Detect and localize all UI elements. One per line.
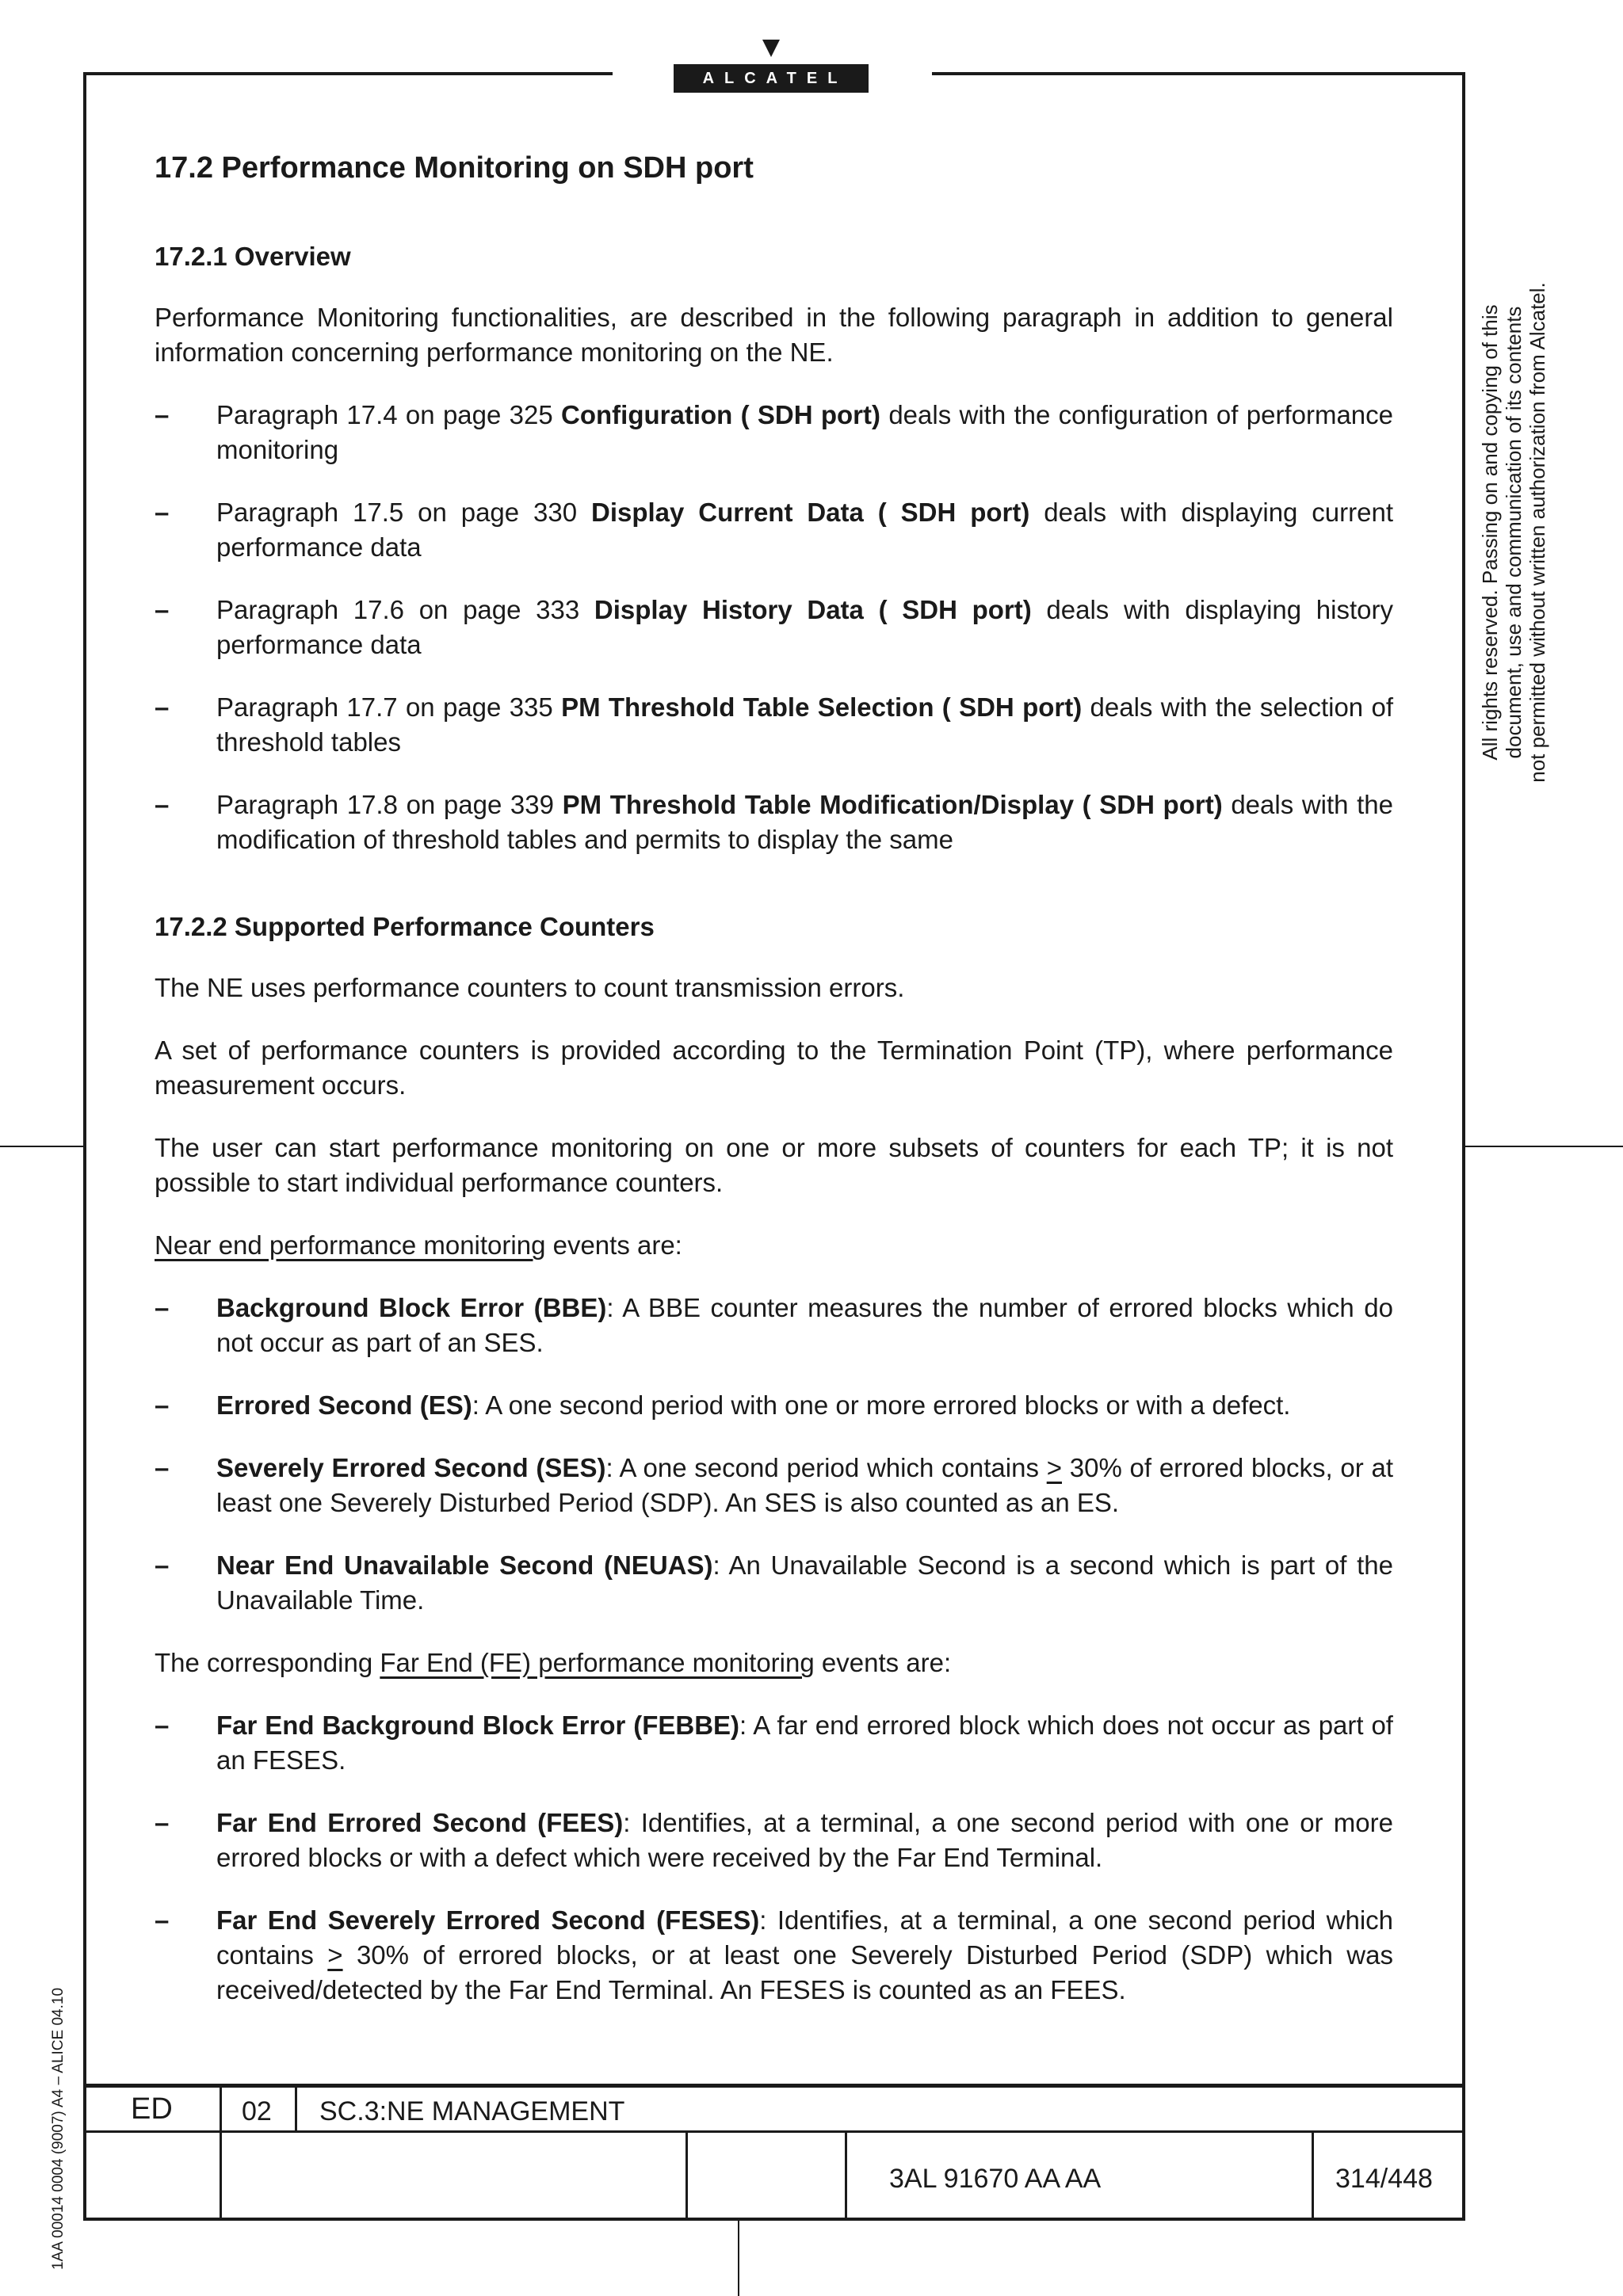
footer-vline-2 [295, 2084, 297, 2131]
near-end-event: – Near End Unavailable Second (NEUAS): An Unavailable Second is a second which is part of the Unavailable Time. [155, 1550, 1394, 1615]
near-end-event: – Background Block Error (BBE): A BBE counter measures the number of errored blocks which do not occur as part of an SES. [155, 1293, 1393, 1357]
greater-equal-symbol: > [1046, 1453, 1062, 1482]
near-end-event: – Severely Errored Second (SES): A one second period which contains > 30% of errored blocks, or at least one Severely Disturbed Period (SDP). An SES is also counted as an ES. [155, 1453, 1394, 1517]
footer-chapter: SC.3:NE MANAGEMENT [319, 2096, 625, 2126]
far-end-event: – Far End Background Block Error (FEBBE): A far end errored block which does not occur as part of an FESES. [155, 1711, 1393, 1775]
paragraph-link: PM Threshold Table Modification/Display ( SDH port) [562, 790, 1223, 819]
counters-heading: 17.2.2 Supported Performance Counters [155, 912, 655, 941]
overview-item: – Paragraph 17.7 on page 335 PM Threshold Table Selection ( SDH port) deals with the selection of threshold tables [155, 692, 1393, 757]
footer-ed-label: ED [131, 2092, 173, 2126]
footer-mid-line [83, 2130, 1465, 2133]
footer-vline-3 [685, 2131, 688, 2219]
near-end-event: – Errored Second (ES): A one second period with one or more errored blocks or with a defect. [155, 1390, 1291, 1420]
overview-heading: 17.2.1 Overview [155, 242, 351, 271]
frame-bottom [83, 2218, 1465, 2221]
paragraph-link: Display Current Data ( SDH port) [591, 498, 1030, 527]
far-end-event: – Far End Errored Second (FEES): Identifies, at a terminal, a one second period with one or more errored blocks or with a defect which were received by the Far End Terminal. [155, 1808, 1393, 1872]
form-code: 1AA 00014 0004 (9007) A4 – ALICE 04.10 [50, 1987, 67, 2270]
footer-page-number: 314/448 [1335, 2164, 1433, 2194]
footer-top-line [83, 2084, 1465, 2088]
counters-para-2: A set of performance counters is provided according to the Termination Point (TP), where performance measurement occurs. [155, 1035, 1393, 1100]
paragraph-link: PM Threshold Table Selection ( SDH port) [561, 692, 1083, 722]
footer-vline-1 [220, 2084, 222, 2219]
overview-intro: Performance Monitoring functionalities, are described in the following paragraph in addition to general information concerning performance monitoring on the NE. [155, 303, 1393, 367]
overview-item: – Paragraph 17.6 on page 333 Display History Data ( SDH port) deals with displaying history performance data [155, 595, 1393, 659]
frame-top-left [83, 72, 613, 75]
copyright-notice: All rights reserved. Passing on and copying of this document, use and communication of its contents not permitted without written authorization from Alcatel. [1478, 282, 1549, 783]
frame-top-right [932, 72, 1465, 75]
footer-ed-value: 02 [242, 2096, 272, 2126]
bottom-center-mark [738, 2221, 739, 2296]
alcatel-logo: ALCATEL [674, 64, 869, 93]
logo-arrow-icon [762, 40, 780, 57]
overview-item: – Paragraph 17.5 on page 330 Display Current Data ( SDH port) deals with displaying current performance data [155, 498, 1394, 562]
greater-equal-symbol: > [327, 1940, 343, 1970]
far-end-intro: The corresponding Far End (FE) performance monitoring events are: [155, 1648, 952, 1677]
footer-doc-number: 3AL 91670 AA AA [889, 2164, 1102, 2194]
footer-vline-5 [1312, 2131, 1314, 2219]
far-end-event: – Far End Severely Errored Second (FESES): Identifies, at a terminal, a one second period which contains > 30% of errored blocks, or at least one Severely Disturbed Period (SDP) which was received/detected by the Far End Terminal. An FESES is counted as an FEES. [155, 1905, 1393, 2004]
overview-item: – Paragraph 17.8 on page 339 PM Threshold Table Modification/Display ( SDH port) deals with the modification of threshold tables and permits to display the same [155, 790, 1393, 854]
page-content [155, 144, 1393, 2008]
paragraph-link: Display History Data ( SDH port) [594, 595, 1032, 624]
fold-mark-right [1465, 1146, 1623, 1147]
section-title: 17.2 Performance Monitoring on SDH port [155, 151, 754, 185]
near-end-intro: Near end performance monitoring events are: [155, 1230, 682, 1260]
paragraph-link: Configuration ( SDH port) [561, 400, 881, 429]
overview-item: – Paragraph 17.4 on page 325 Configuration ( SDH port) deals with the configuration of performance monitoring [155, 400, 1394, 464]
footer-vline-4 [845, 2131, 847, 2219]
frame-left [83, 72, 86, 2221]
fold-mark-left [0, 1146, 83, 1147]
counters-para-3: The user can start performance monitoring on one or more subsets of counters for each TP; it is not possible to start individual performance counters. [155, 1133, 1393, 1197]
counters-para-1: The NE uses performance counters to count transmission errors. [155, 973, 905, 1002]
